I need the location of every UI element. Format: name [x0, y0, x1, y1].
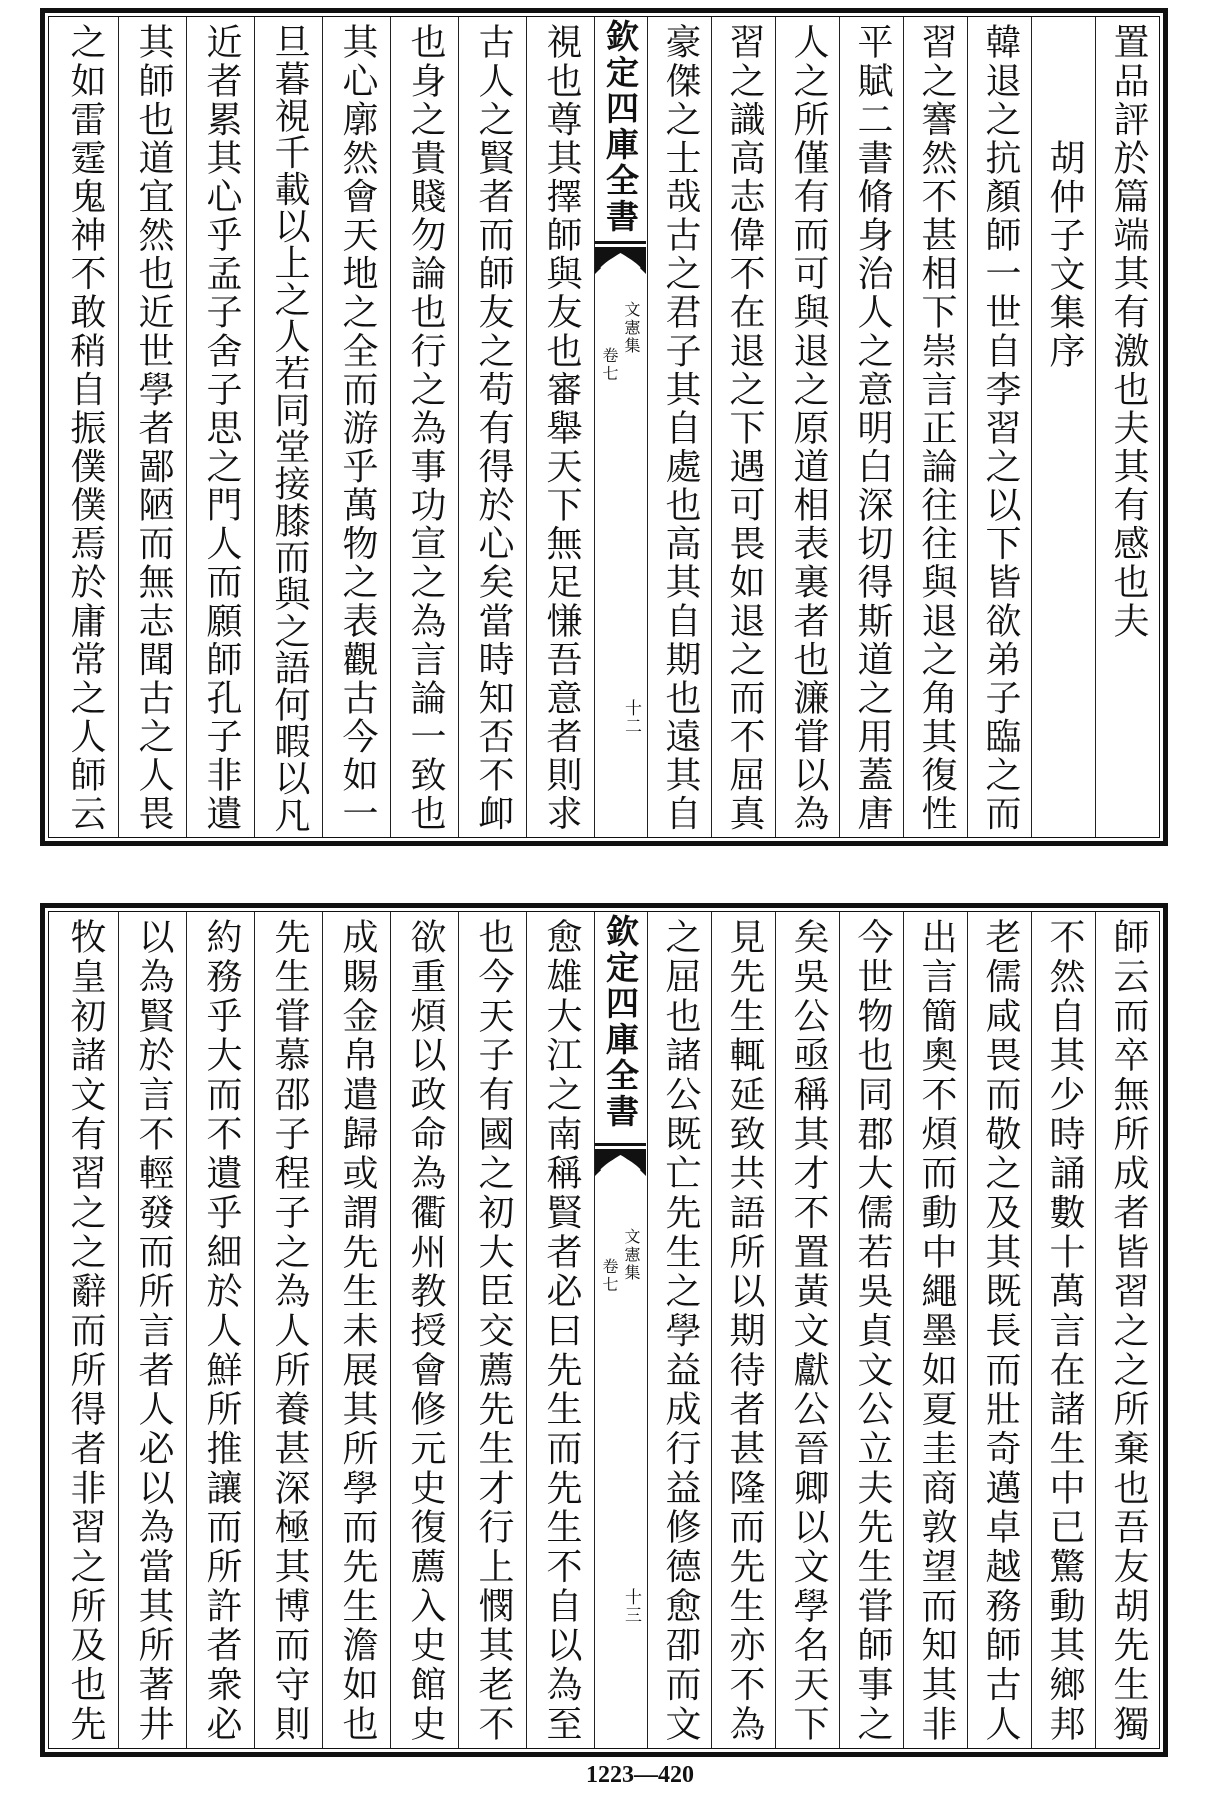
text-column: 成賜金帛遣歸或謂先生未展其所學而先生澹如也 [322, 912, 390, 1748]
text-column: 平賦二書脩身治人之意明白深切得斯道之用蓋唐 [839, 17, 903, 837]
page-number: 1223—420 [586, 1762, 694, 1788]
leaf-frame [48, 911, 1160, 1749]
right-half [647, 17, 1159, 837]
text-column: 見先生輒延致共語所以期待者甚隆而先生亦不為 [711, 912, 775, 1748]
fishtail-ornament-icon [595, 1143, 646, 1177]
text-column: 習之識高志偉不在退之下遇可畏如退之而不屈真 [711, 17, 775, 837]
text-column: 約務乎大而不遺乎細於人鮮所推讓而所許者衆必 [186, 912, 254, 1748]
text-column: 其心廓然會天地之全而游乎萬物之表觀古今如一 [322, 17, 390, 837]
text-column: 出言簡奧不煩而動中繩墨如夏圭商敦望而知其非 [903, 912, 967, 1748]
text-column: 之如雷霆鬼神不敢稍自振僕僕焉於庸常之人師云 [65, 23, 106, 833]
page-leaf-bottom [40, 903, 1168, 1757]
leaf-frame [48, 16, 1160, 838]
text-column: 豪傑之士哉古之君子其自處也高其自期也遠其自 [647, 17, 711, 837]
fishtail-ornament-icon [595, 241, 646, 275]
text-column: 近者累其心乎孟子舍子思之門人而願師孔子非遺 [186, 17, 254, 837]
text-column: 其師也道宜然也近世學者鄙陋而無志聞古之人畏 [118, 17, 186, 837]
text-column: 先生甞慕邵子程子之為人所養甚深極其博而守則 [254, 912, 322, 1748]
collection-title: 欽定四庫全書 [601, 19, 640, 235]
folio-number: 十三 [621, 1588, 641, 1624]
text-column: 視也尊其擇師與友也審舉天下無足慊吾意者則求 [526, 17, 594, 837]
folio-number: 十二 [621, 699, 641, 735]
text-column: 之屈也諸公既亡先生之學益成行益修德愈卲而文 [647, 912, 711, 1748]
text-column: 愈雄大江之南稱賢者必曰先生而先生不自以為至 [526, 912, 594, 1748]
text-column: 韓退之抗顏師一世自李習之以下皆欲弟子臨之而 [967, 17, 1031, 837]
text-column: 不然自其少時誦數十萬言在諸生中已驚動其鄉邦 [1031, 912, 1095, 1748]
book-name: 文憲集 [622, 301, 641, 355]
text-column: 人之所僅有而可與退之原道相表裏者也濂甞以為 [775, 17, 839, 837]
text-column: 置品評於篇端其有激也夫其有感也夫 [1095, 17, 1159, 837]
text-column: 老儒咸畏而敬之及其既長而壯奇邁卓越務師古人 [967, 912, 1031, 1748]
center-strip [594, 17, 647, 837]
right-half [647, 912, 1159, 1748]
text-column: 旦暮視千載以上之人若同堂接膝而與之語何暇以凡 [254, 17, 322, 837]
text-column: 以為賢於言不輕發而所言者人必以為當其所著井 [118, 912, 186, 1748]
essay-title: 胡仲子文集序 [1031, 17, 1095, 837]
text-column: 師云而卒無所成者皆習之之所棄也吾友胡先生獨 [1095, 912, 1159, 1748]
juan-number: 卷七 [600, 347, 619, 383]
text-column: 也今天子有國之初大臣交薦先生才行上憫其老不 [458, 912, 526, 1748]
text-column: 也身之貴賤勿論也行之為事功宣之為言論一致也 [390, 17, 458, 837]
left-half [50, 17, 594, 837]
text-column: 習之謇然不甚相下崇言正論往往與退之角其復性 [903, 17, 967, 837]
book-name: 文憲集 [622, 1228, 641, 1282]
text-column: 牧皇初諸文有習之之辭而所得者非習之所及也先 [65, 918, 106, 1744]
text-column: 矣吳公亟稱其才不置黃文獻公晉卿以文學名天下 [775, 912, 839, 1748]
text-column: 古人之賢者而師友之苟有得於心矣當時知否不卹 [458, 17, 526, 837]
text-column: 今世物也同郡大儒若吳貞文公立夫先生甞師事之 [839, 912, 903, 1748]
juan-number: 卷七 [600, 1258, 619, 1294]
page-leaf-top [40, 8, 1168, 846]
left-half [50, 912, 594, 1748]
text-column: 欲重煩以政命為衢州教授會修元史復薦入史館史 [390, 912, 458, 1748]
center-strip [594, 912, 647, 1748]
collection-title: 欽定四庫全書 [601, 914, 640, 1130]
